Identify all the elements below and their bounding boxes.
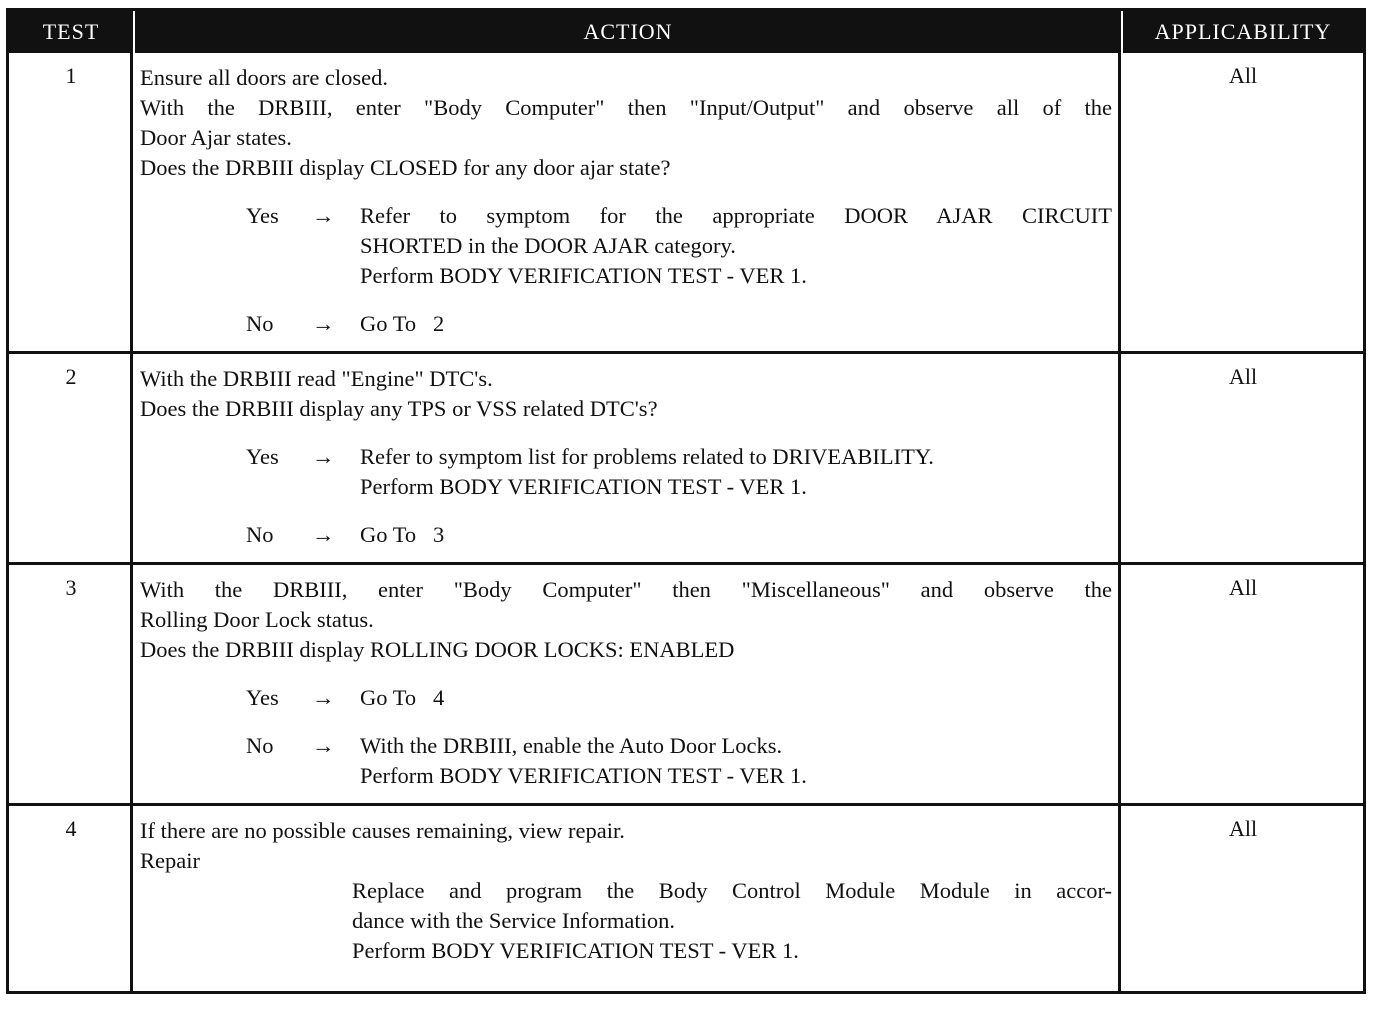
applicability-value: All (1228, 816, 1258, 841)
yes-text: SHORTED in the DOOR AJAR category. (360, 233, 736, 258)
no-text: Go To 2 (360, 311, 445, 336)
action-cell (140, 63, 1112, 339)
action-text: With the DRBIII read "Engine" DTC's. (140, 366, 493, 391)
right-arrow-icon: → (312, 733, 335, 758)
yes-text: Go To 4 (360, 685, 445, 710)
action-text: Does the DRBIII display any TPS or VSS related DTC's? (140, 396, 658, 421)
no-text: Go To 3 (360, 522, 445, 547)
yes-text: Refer to symptom for the appropriate DOOR AJAR CIRCUIT (360, 203, 1112, 228)
yes-branch (140, 683, 1112, 713)
right-arrow-icon: → (312, 311, 335, 336)
yes-label: Yes (246, 444, 279, 469)
no-label: No (246, 311, 274, 336)
yes-text: Refer to symptom list for problems related to DRIVEABILITY. (360, 444, 934, 469)
action-text: If there are no possible causes remaining, view repair. (140, 818, 625, 843)
action-text: Ensure all doors are closed. (140, 65, 389, 90)
action-text: Does the DRBIII display ROLLING DOOR LOCKS: ENABLED (140, 637, 735, 662)
header-test: TEST (42, 19, 100, 44)
yes-text: Perform BODY VERIFICATION TEST - VER 1. (360, 263, 807, 288)
action-text: With the DRBIII, enter "Body Computer" then "Input/Output" and observe all of the (140, 95, 1112, 120)
table-row (9, 565, 1363, 806)
test-number: 1 (65, 63, 77, 88)
applicability-value: All (1228, 364, 1258, 389)
right-arrow-icon: → (312, 444, 335, 469)
header-action: ACTION (583, 19, 673, 44)
action-text: Rolling Door Lock status. (140, 607, 374, 632)
no-text: With the DRBIII, enable the Auto Door Locks. (360, 733, 783, 758)
action-cell (140, 575, 1112, 791)
test-table (6, 8, 1366, 994)
no-branch (140, 731, 1112, 791)
no-branch (140, 520, 1112, 550)
yes-label: Yes (246, 203, 279, 228)
header-applicability: APPLICABILITY (1154, 19, 1332, 44)
table-header (9, 11, 1363, 53)
test-number: 4 (65, 816, 77, 841)
action-text: Does the DRBIII display CLOSED for any door ajar state? (140, 155, 671, 180)
yes-text: Perform BODY VERIFICATION TEST - VER 1. (360, 474, 807, 499)
yes-branch (140, 201, 1112, 291)
no-label: No (246, 522, 274, 547)
table-row (9, 806, 1363, 991)
yes-branch (140, 442, 1112, 502)
action-cell (140, 364, 1112, 550)
action-text: Door Ajar states. (140, 125, 292, 150)
action-text: With the DRBIII, enter "Body Computer" then "Miscellaneous" and observe the (140, 577, 1112, 602)
right-arrow-icon: → (312, 203, 335, 228)
repair-text: dance with the Service Information. (352, 908, 676, 933)
repair-label: Repair (140, 848, 200, 873)
table-row (9, 354, 1363, 565)
test-number: 2 (65, 364, 77, 389)
no-branch (140, 309, 1112, 339)
no-text: Perform BODY VERIFICATION TEST - VER 1. (360, 763, 807, 788)
applicability-value: All (1228, 63, 1258, 88)
no-label: No (246, 733, 274, 758)
yes-label: Yes (246, 685, 279, 710)
repair-text: Replace and program the Body Control Module Module in accor- (352, 878, 1112, 903)
applicability-value: All (1228, 575, 1258, 600)
table-row (9, 53, 1363, 354)
right-arrow-icon: → (312, 685, 335, 710)
right-arrow-icon: → (312, 522, 335, 547)
action-cell (140, 816, 1112, 966)
repair-text: Perform BODY VERIFICATION TEST - VER 1. (352, 938, 799, 963)
test-number: 3 (65, 575, 77, 600)
